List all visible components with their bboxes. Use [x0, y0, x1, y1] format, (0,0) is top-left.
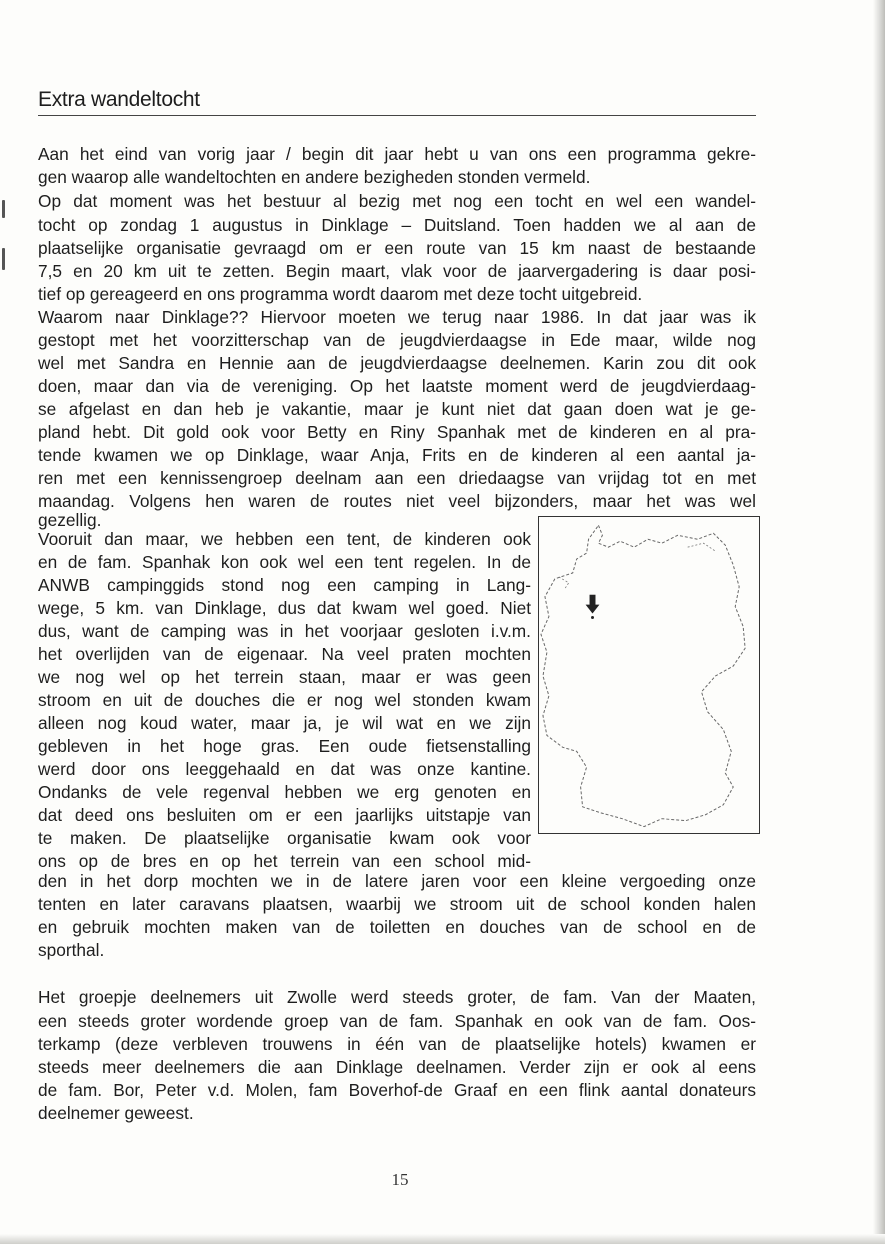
text-line: gezellig.: [38, 510, 102, 530]
text-line: ren met een kennissengroep deelnam aan een driedaagse van vrijdag tot en met: [38, 468, 756, 488]
text-line: sporthal.: [38, 940, 105, 960]
text-line: Ondanks de vele regenval hebben we erg genoten en: [38, 782, 531, 802]
text-line: wege, 5 km. van Dinklage, dus dat kwam wel goed. Niet: [38, 598, 531, 618]
text-line: deelnemer geweest.: [38, 1103, 194, 1123]
text-line: tende kwamen we op Dinklage, waar Anja, Frits en de kinderen al een aantal ja-: [38, 445, 756, 465]
text-line: te maken. De plaatselijke organisatie kwam ook voor: [38, 828, 531, 848]
text-line: plaatselijke organisatie gevraagd om er een route van 15 km naast de bestaande: [38, 238, 756, 258]
page-number: 15: [391, 1170, 409, 1189]
arrow-down-icon: [539, 517, 759, 833]
text-line: gen waarop alle wandeltochten en andere bezigheden stonden vermeld.: [38, 167, 591, 187]
text-line: Waarom naar Dinklage?? Hiervoor moeten we terug naar 1986. In dat jaar was ik: [38, 307, 756, 327]
text-line: steeds meer deelnemers die aan Dinklage deelnamen. Verder zijn er ook al eens: [38, 1057, 756, 1077]
text-line: het overlijden van de eigenaar. Na veel praten mochten: [38, 644, 531, 664]
text-line: doen, maar dan via de vereniging. Op het laatste moment werd de jeugdvierdaag-: [38, 376, 756, 396]
text-line: een steeds groter wordende groep van de fam. Spanhak en ook van de fam. Oos-: [38, 1011, 756, 1031]
text-line: 7,5 en 20 km uit te zetten. Begin maart, vlak voor de jaarvergadering is daar posi-: [38, 261, 756, 281]
text-line: Het groepje deelnemers uit Zwolle werd steeds groter, de fam. Van der Maaten,: [38, 987, 756, 1007]
germany-map-figure: [538, 516, 760, 834]
text-line: alleen nog koud water, maar ja, je wil wat en we zijn: [38, 713, 531, 733]
text-line: we nog wel op het terrein staan, maar er was geen: [38, 667, 531, 687]
text-line: gestopt met het voorzitterschap van de jeugdvierdaagse in Ede maar, wilde nog: [38, 330, 756, 350]
text-line: Vooruit dan maar, we hebben een tent, de kinderen ook: [38, 529, 531, 549]
text-line: se afgelast en dan heb je vakantie, maar je kunt niet dat gaan doen wat je ge-: [38, 399, 756, 419]
text-line: tocht op zondag 1 augustus in Dinklage – Duitsland. Toen hadden we al aan de: [38, 215, 756, 235]
text-line: de fam. Bor, Peter v.d. Molen, fam Boverhof-de Graaf en een flink aantal donateurs: [38, 1080, 756, 1100]
text-line: den in het dorp mochten we in de latere jaren voor een kleine vergoeding onze: [38, 871, 756, 891]
page-bottom-edge: [0, 1234, 885, 1244]
binding-edge-marks: [0, 170, 14, 280]
text-line: tenten en later caravans plaatsen, waarbij we stroom uit de school konden halen: [38, 894, 756, 914]
text-line: dat deed ons besluiten om er een jaarlijks uitstapje van: [38, 805, 531, 825]
text-line: ANWB campinggids stond nog een camping in Lang-: [38, 575, 531, 595]
text-line: Aan het eind van vorig jaar / begin dit jaar hebt u van ons een programma gekre-: [38, 144, 756, 164]
text-line: werd door ons leeggehaald en dat was onze kantine.: [38, 759, 531, 779]
text-line: pland hebt. Dit gold ook voor Betty en Riny Spanhak met de kinderen en al pra-: [38, 422, 756, 442]
page-right-edge: [873, 0, 885, 1244]
text-line: maandag. Volgens hen waren de routes niet veel bijzonders, maar het was wel: [38, 491, 756, 511]
text-line: tief op gereageerd en ons programma wordt daarom met deze tocht uitgebreid.: [38, 284, 643, 304]
text-line: ons op de bres en op het terrein van een school mid-: [38, 851, 531, 871]
text-line: en gebruik mochten maken van de toiletten en douches van de school en de: [38, 917, 756, 937]
text-line: Op dat moment was het bestuur al bezig met nog een tocht en wel een wandel-: [38, 191, 756, 211]
text-line: stroom en uit de douches die er nog wel stonden kwam: [38, 690, 531, 710]
text-line: wel met Sandra en Hennie aan de jeugdvierdaagse deelnemen. Karin zou dit ook: [38, 353, 756, 373]
text-line: dus, want de camping was in het voorjaar gesloten i.v.m.: [38, 621, 531, 641]
text-line: en de fam. Spanhak kon ook wel een tent regelen. In de: [38, 552, 531, 572]
text-line: gebleven in het hoge gras. Een oude fietsenstalling: [38, 736, 531, 756]
page-heading: Extra wandeltocht: [38, 88, 756, 116]
text-line: terkamp (deze verbleven trouwens in één van de plaatselijke hotels) kwamen er: [38, 1034, 756, 1054]
